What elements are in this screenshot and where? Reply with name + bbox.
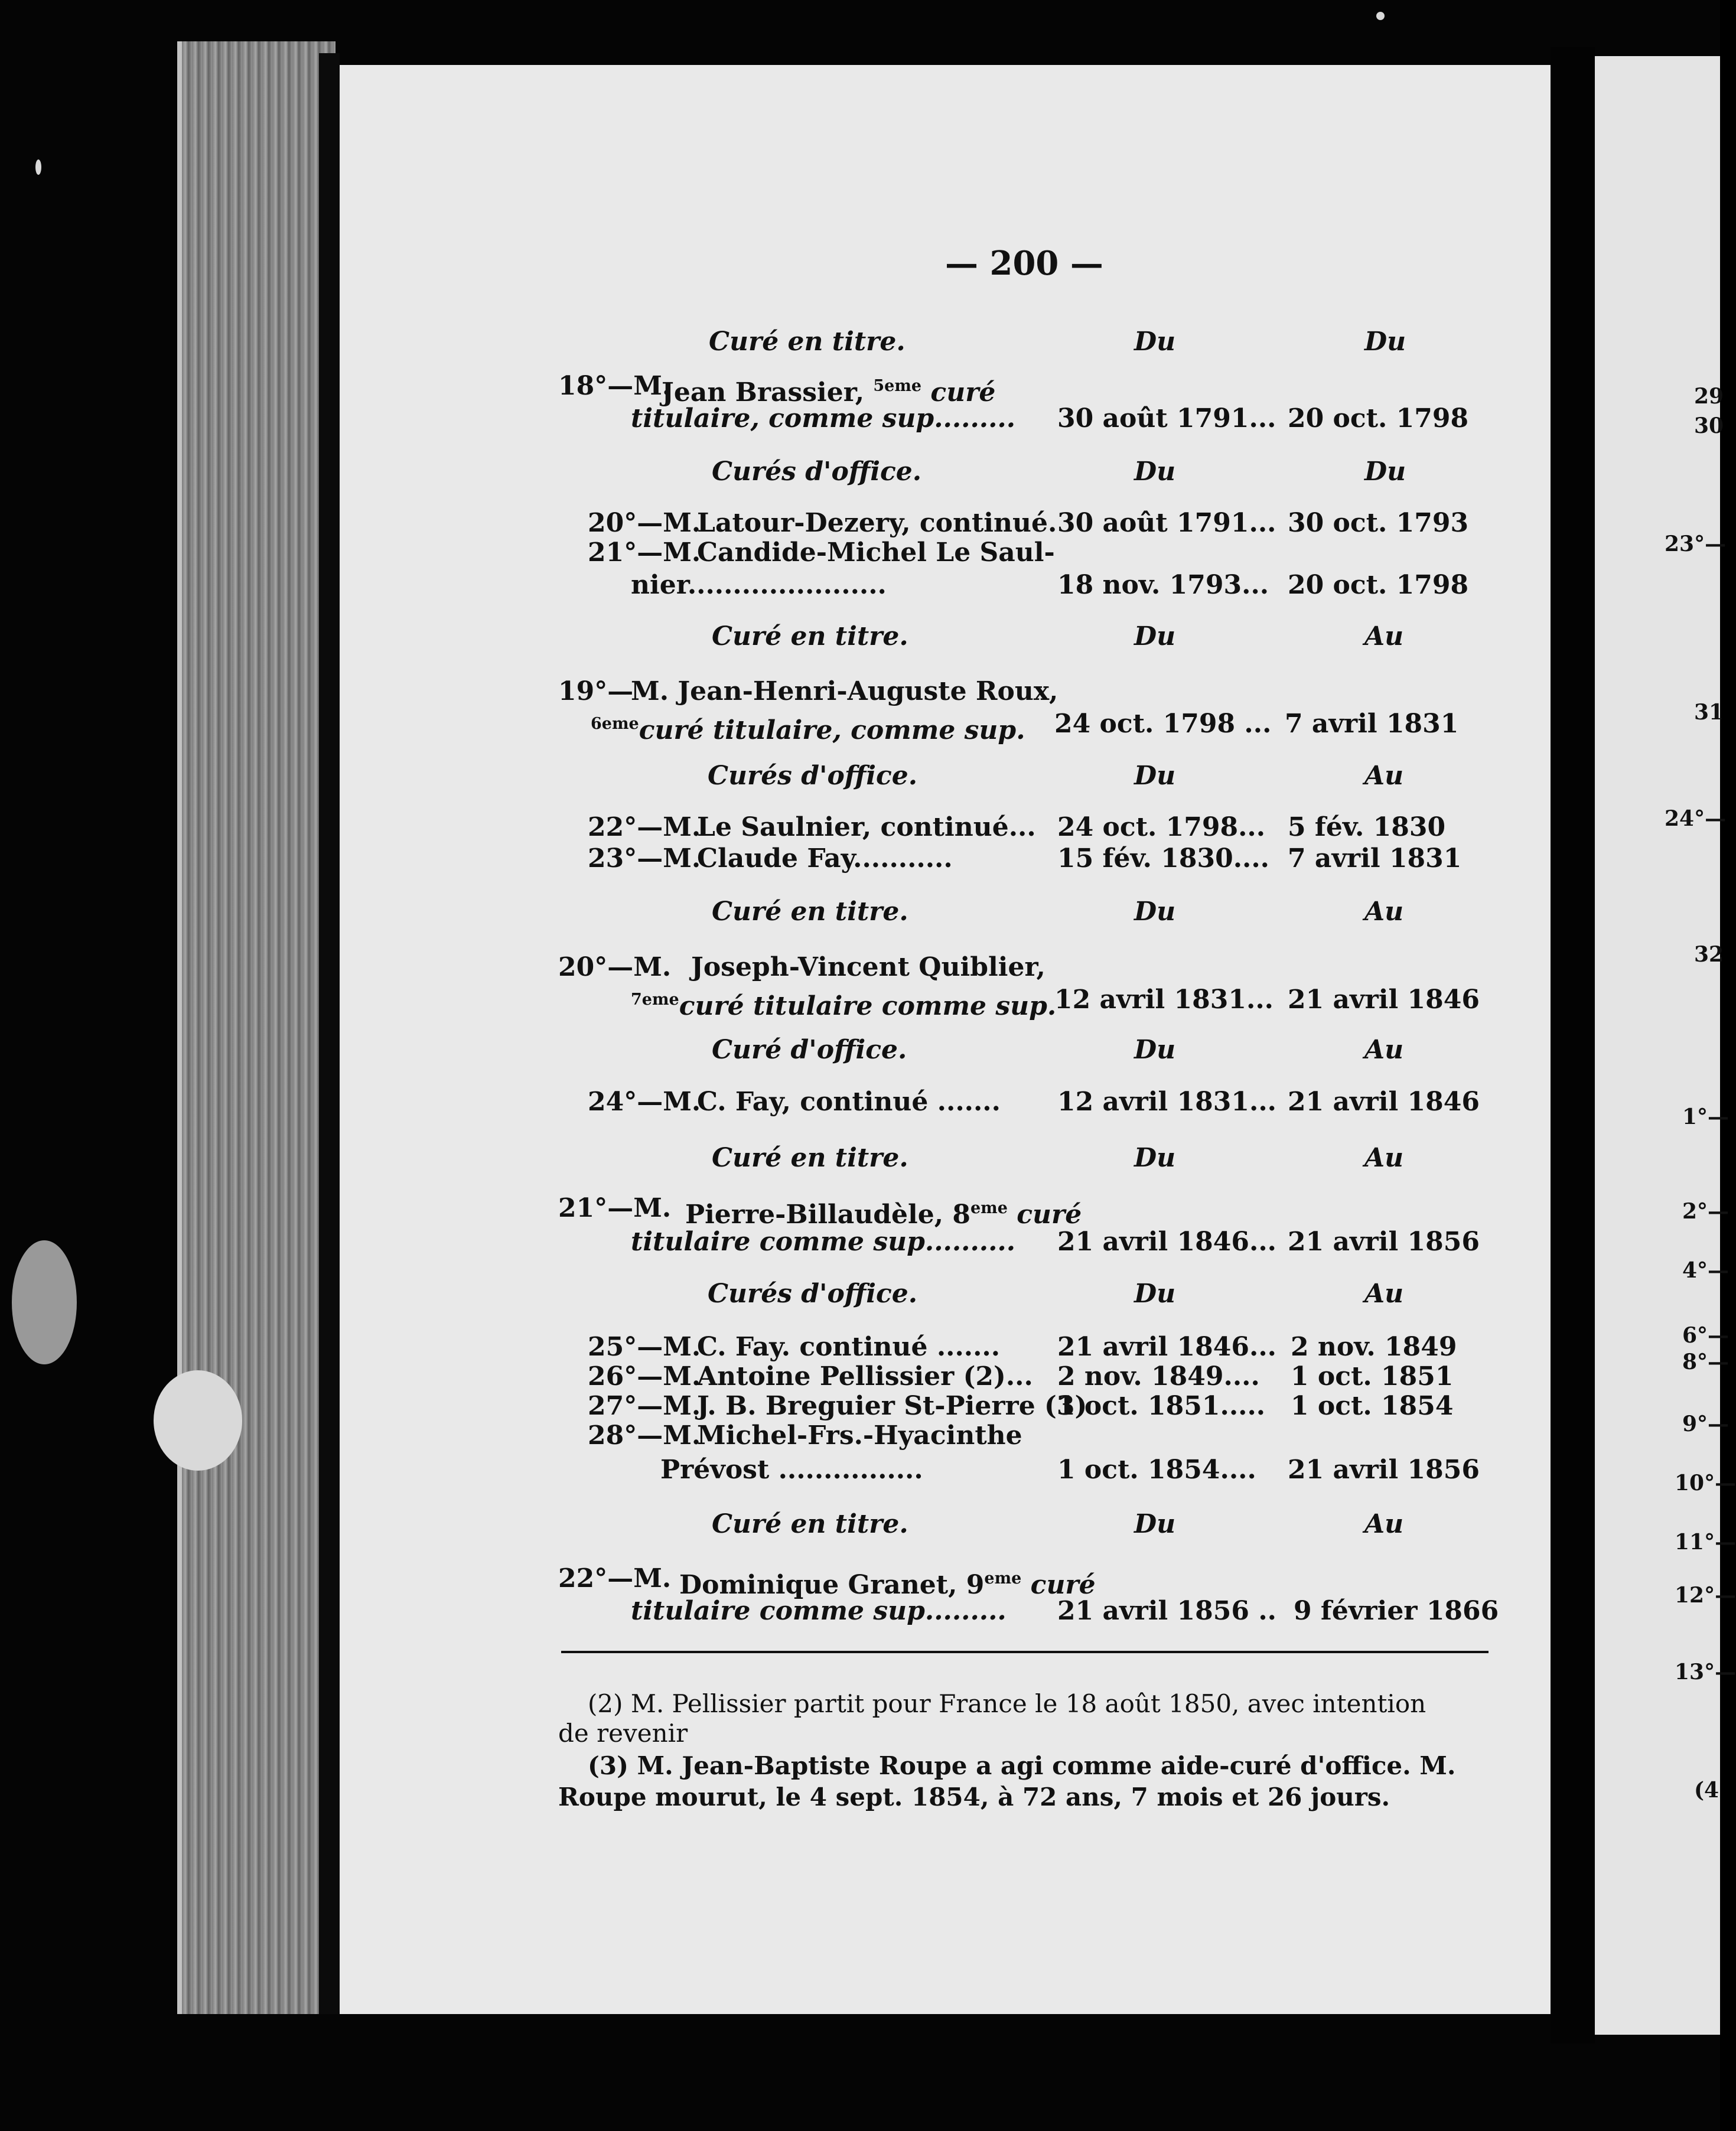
column-label-to: Au [1364,1035,1404,1065]
column-label-from: Du [1134,897,1176,927]
entry-number: 27°—M. [588,1391,701,1421]
entry-name: Pierre-Billaudèle, 8eme curé [685,1199,1082,1230]
footnote-3-continued: Roupe mourut, le 4 sept. 1854, à 72 ans, 7 mois et 26 jours. [558,1783,1390,1811]
book-edge [177,41,336,2014]
column-label-to: Au [1364,621,1404,651]
entry-number: 23°—M. [588,843,701,874]
entry-date-from: 2 nov. 1849.... [1057,1361,1260,1392]
entry-date-from: 12 avril 1831... [1057,1087,1276,1117]
facing-page-text: 31 [1694,700,1724,725]
entry-date-to: 20 oct. 1798 [1288,570,1469,600]
column-label-to: Du [1364,327,1406,357]
entry-date-to: 7 avril 1831 [1285,709,1459,739]
entry-number: 28°—M. [588,1420,701,1451]
scan-dust [12,1240,77,1364]
entry-number: 19°— [558,676,634,706]
section-heading: Curés d'office. [712,457,922,487]
section-heading: Curé en titre. [712,897,908,927]
entry-date-from: 30 août 1791... [1057,508,1276,538]
entry-name: Le Saulnier, continué... [697,812,1036,842]
entry-name: Dominique Granet, 9eme curé [679,1569,1096,1600]
page-number: — 200 — [945,244,1103,283]
entry-date-to: 9 février 1866 [1294,1596,1499,1626]
entry-number: 20°—M. [558,952,672,982]
column-label-to: Du [1364,457,1406,487]
entry-number: 24°—M. [588,1087,701,1117]
column-label-to: Au [1364,761,1404,791]
facing-page-text: 12°— [1675,1583,1736,1608]
entry-date-from: 21 avril 1856 .. [1057,1596,1276,1626]
footnote-3: (3) M. Jean-Baptiste Roupe a agi comme aide-curé d'office. M. [588,1751,1456,1780]
facing-page-text: 9°— [1682,1412,1730,1436]
column-label-from: Du [1134,1279,1176,1309]
facing-page-text: 1°— [1682,1104,1730,1129]
entry-name-continued: titulaire comme sup.......... [631,1227,1016,1257]
scan-dust [154,1370,242,1471]
facing-page-text: 23°— [1665,532,1727,556]
entry-name: Candide-Michel Le Saul- [697,537,1055,568]
entry-date-to: 21 avril 1856 [1288,1227,1480,1257]
entry-date-to: 21 avril 1856 [1288,1455,1480,1485]
entry-name-continued: $^{6eme}$curé titulaire, comme sup. [591,715,1025,745]
entry-number: 22°—M. [588,812,701,842]
section-heading: Curé en titre. [712,621,908,651]
entry-date-from: 18 nov. 1793... [1057,570,1269,600]
facing-page-text: 2°— [1682,1199,1730,1224]
entry-date-to: 21 avril 1846 [1288,985,1480,1015]
column-label-to: Au [1364,1509,1404,1539]
entry-number: 21°—M. [558,1193,672,1223]
entry-name-continued: titulaire comme sup......... [631,1596,1007,1626]
section-heading: Curé d'office. [712,1035,907,1065]
facing-page-text: (4 [1694,1778,1719,1803]
entry-name: Michel-Frs.-Hyacinthe [697,1420,1022,1451]
column-label-from: Du [1134,457,1176,487]
facing-page-text: 13°— [1675,1660,1736,1684]
column-label-from: Du [1134,761,1176,791]
entry-date-from: 21 avril 1846... [1057,1332,1276,1362]
entry-date-to: 2 nov. 1849 [1291,1332,1457,1362]
gutter [1551,47,1595,2044]
column-label-from: Du [1134,621,1176,651]
column-label-from: Du [1134,1509,1176,1539]
entry-number: 22°—M. [558,1563,672,1594]
entry-name: C. Fay, continué ....... [697,1087,1001,1117]
column-label-from: Du [1134,1143,1176,1173]
entry-date-to: 21 avril 1846 [1288,1087,1480,1117]
facing-page-text: 32 [1694,942,1724,967]
section-heading: Curés d'office. [708,761,918,791]
book-edge-shadow [319,53,340,2014]
entry-number: 21°—M. [588,537,701,568]
column-label-from: Du [1134,1035,1176,1065]
entry-date-to: 1 oct. 1851 [1291,1361,1454,1392]
facing-page [1595,56,1720,2035]
entry-number: 20°—M. [588,508,701,538]
entry-date-to: 1 oct. 1854 [1291,1391,1454,1421]
entry-name: Antoine Pellissier (2)... [697,1361,1033,1392]
section-heading: Curé en titre. [712,1143,908,1173]
entry-date-to: 7 avril 1831 [1288,843,1462,874]
section-heading: Curé en titre. [709,327,906,357]
scan-dust [1376,12,1385,20]
entry-date-from: 21 avril 1846... [1057,1227,1276,1257]
column-label-from: Du [1134,327,1176,357]
facing-page-text: 30 [1694,413,1724,438]
entry-date-from: 1 oct. 1851..... [1057,1391,1266,1421]
entry-name: Claude Fay........... [697,843,953,874]
entry-date-to: 20 oct. 1798 [1288,403,1469,434]
column-label-to: Au [1364,1279,1404,1309]
column-label-to: Au [1364,1143,1404,1173]
entry-number: 25°—M. [588,1332,701,1362]
entry-date-from: 30 août 1791... [1057,403,1276,434]
entry-date-from: 12 avril 1831... [1054,985,1273,1015]
footnote-2: (2) M. Pellissier partit pour France le 18 août 1850, avec intention [588,1689,1426,1718]
column-label-to: Au [1364,897,1404,927]
entry-date-from: 24 oct. 1798... [1057,812,1266,842]
entry-name-continued: nier...................... [631,570,887,600]
entry-date-to: 5 fév. 1830 [1288,812,1446,842]
facing-page-text: 4°— [1682,1258,1730,1283]
entry-name: C. Fay. continué ....... [697,1332,1001,1362]
footnote-2-continued: de revenir [558,1719,688,1748]
entry-name: J. B. Breguier St-Pierre (3) [697,1391,1087,1421]
scan-dust [35,159,41,175]
entry-name: Joseph-Vincent Quiblier, [691,952,1045,982]
entry-number: 18°—M. [558,371,672,401]
section-heading: Curés d'office. [708,1279,918,1309]
facing-page-text: 8°— [1682,1350,1730,1374]
entry-date-from: 15 fév. 1830.... [1057,843,1269,874]
facing-page-text: 6°— [1682,1323,1730,1348]
facing-page-text: 10°— [1675,1471,1736,1495]
entry-name-continued: titulaire, comme sup......... [631,403,1016,434]
section-heading: Curé en titre. [712,1509,908,1539]
entry-number: 26°—M. [588,1361,701,1392]
entry-name: M. Jean-Henri-Auguste Roux, [631,676,1058,706]
facing-page-text: 24°— [1665,806,1727,831]
entry-date-from: 1 oct. 1854.... [1057,1455,1256,1485]
entry-name: Jean Brassier, $^{5eme}$ curé [662,377,996,408]
entry-name: Latour-Dezery, continué. [697,508,1057,538]
facing-page-text: 11°— [1675,1530,1736,1555]
entry-name-continued: Prévost ................ [660,1455,923,1485]
entry-date-to: 30 oct. 1793 [1288,508,1469,538]
facing-page-text: 29 [1694,384,1724,409]
entry-date-from: 24 oct. 1798 ... [1054,709,1272,739]
entry-name-continued: $^{7eme}$curé titulaire comme sup. [631,990,1057,1021]
footnote-rule [561,1651,1489,1653]
